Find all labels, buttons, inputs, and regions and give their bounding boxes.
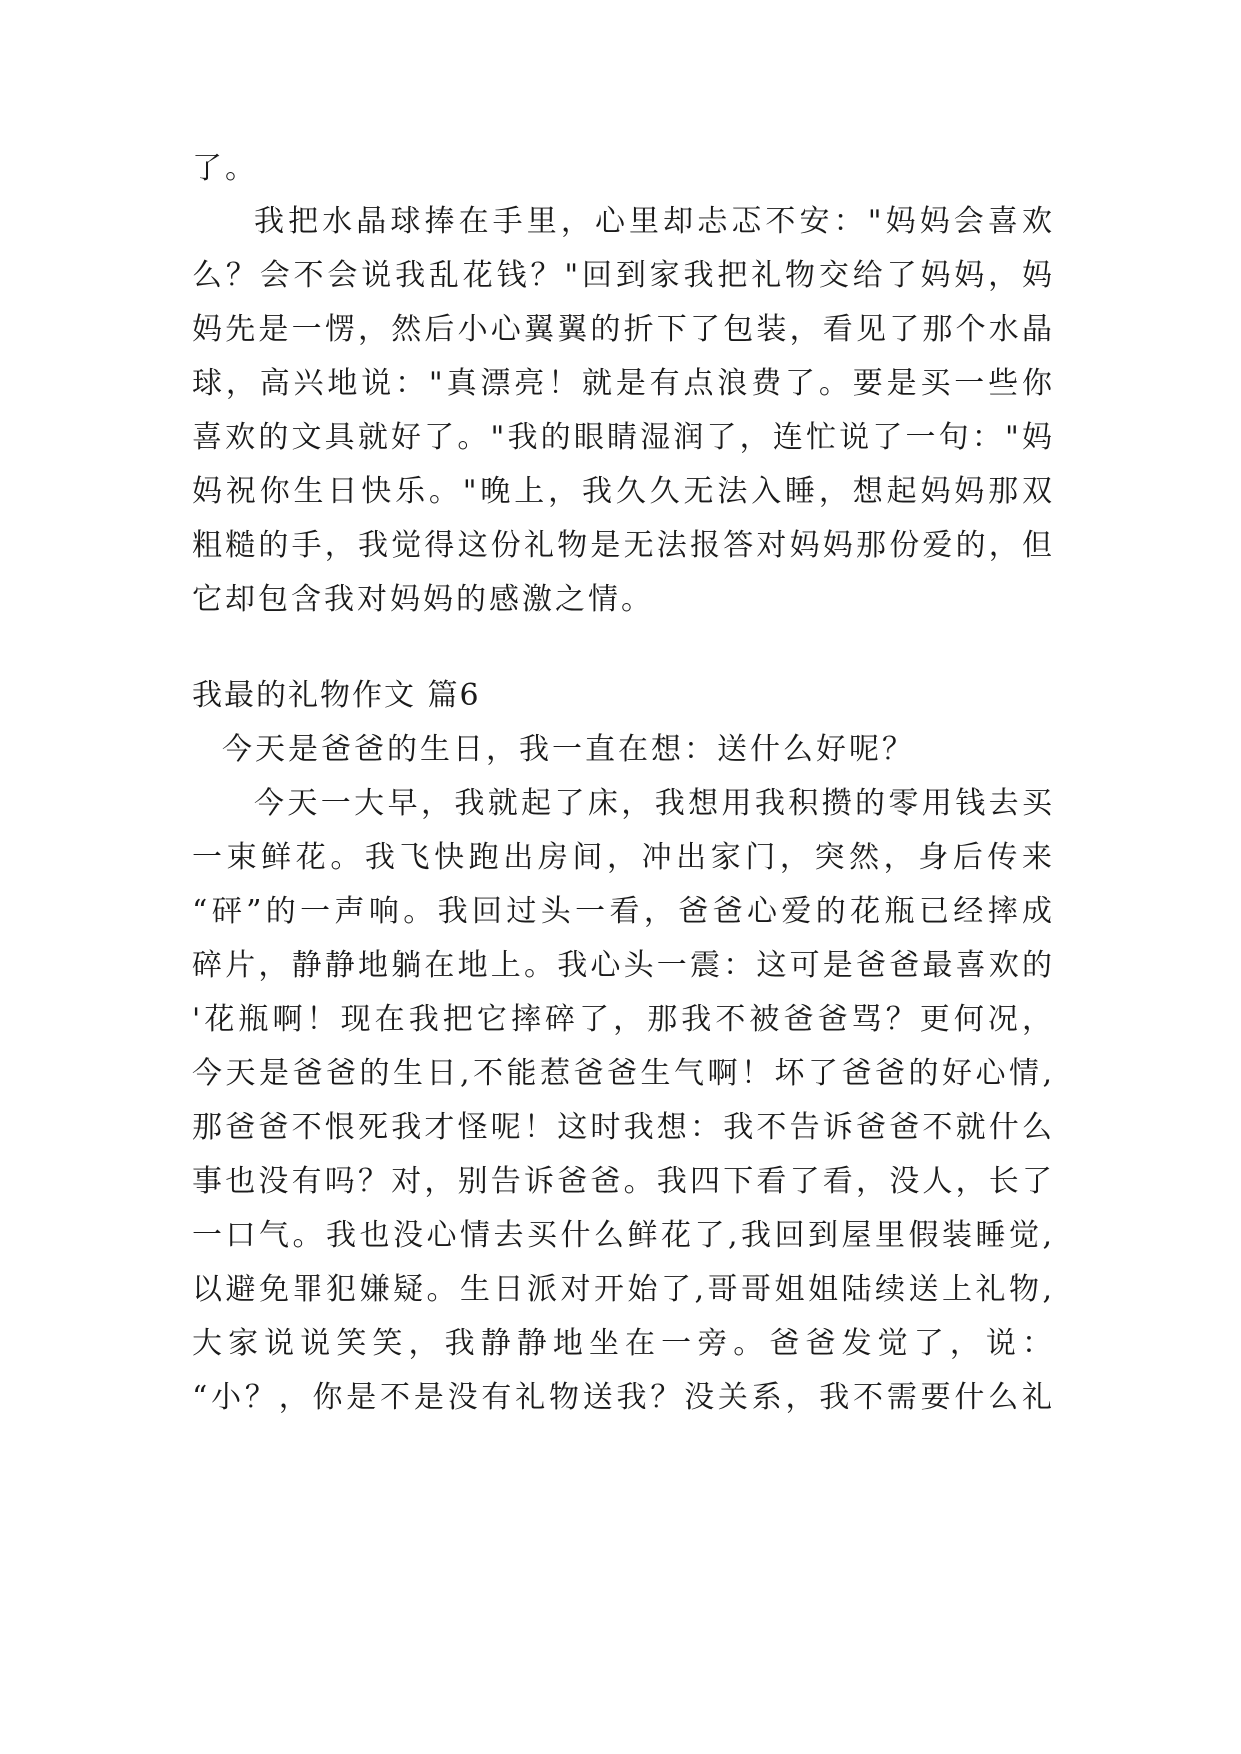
text-line: “小？，你是不是没有礼物送我？没关系，我不需要什么礼 — [192, 1380, 1052, 1415]
text-line: 粗糙的手，我觉得这份礼物是无法报答对妈妈那份爱的，但 — [192, 528, 1052, 563]
text-line: 一口气。我也没心情去买什么鲜花了,我回到屋里假装睡觉, — [192, 1218, 1052, 1253]
text-line: 碎片，静静地躺在地上。我心头一震：这可是爸爸最喜欢的 — [192, 948, 1052, 983]
text-line: 么？会不会说我乱花钱？"回到家我把礼物交给了妈妈，妈 — [192, 258, 1052, 293]
text-line: 那爸爸不恨死我才怪呢！这时我想：我不告诉爸爸不就什么 — [192, 1110, 1052, 1145]
text-line: 妈先是一愣，然后小心翼翼的折下了包装，看见了那个水晶 — [192, 312, 1052, 347]
text-line: 今天是爸爸的生日,不能惹爸爸生气啊！坏了爸爸的好心情, — [192, 1056, 1052, 1091]
text-line: 大家说说笑笑，我静静地坐在一旁。爸爸发觉了，说： — [192, 1326, 1052, 1361]
text-line: 它却包含我对妈妈的感激之情。 — [192, 582, 654, 617]
text-line: '花瓶啊！现在我把它摔碎了，那我不被爸爸骂？更何况， — [192, 1002, 1052, 1037]
text-line: 一束鲜花。我飞快跑出房间，冲出家门，突然，身后传来 — [192, 840, 1052, 875]
text-line: 今天是爸爸的生日，我一直在想：送什么好呢？ — [222, 732, 915, 767]
text-line: 以避免罪犯嫌疑。生日派对开始了,哥哥姐姐陆续送上礼物, — [192, 1272, 1052, 1307]
text-line: 喜欢的文具就好了。"我的眼睛湿润了，连忙说了一句："妈 — [192, 420, 1052, 455]
text-line: 事也没有吗？对，别告诉爸爸。我四下看了看，没人，长了 — [192, 1164, 1052, 1199]
text-line: 球，高兴地说："真漂亮！就是有点浪费了。要是买一些你 — [192, 366, 1052, 401]
text-line: 今天一大早，我就起了床，我想用我积攒的零用钱去买 — [254, 786, 1052, 821]
text-line: 我把水晶球捧在手里，心里却忐忑不安："妈妈会喜欢 — [254, 204, 1052, 239]
text-line: 了。 — [192, 151, 258, 186]
text-line: 妈祝你生日快乐。"晚上，我久久无法入睡，想起妈妈那双 — [192, 474, 1052, 509]
section-heading: 我最的礼物作文 篇6 — [192, 678, 481, 713]
text-line: “砰”的一声响。我回过头一看，爸爸心爱的花瓶已经摔成 — [192, 894, 1052, 929]
